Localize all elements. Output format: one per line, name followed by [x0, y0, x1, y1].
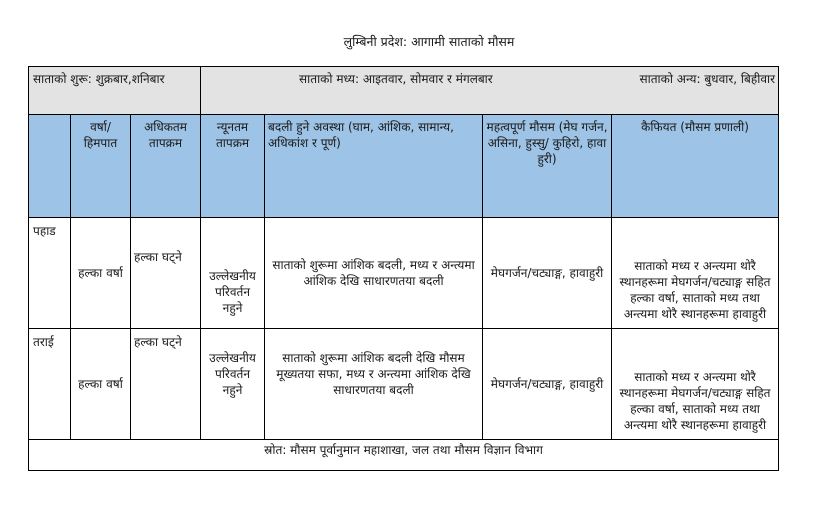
min-temp-cell: उल्लेखनीय परिवर्तन नहुने	[201, 329, 265, 440]
min-temp-cell: उल्लेखनीय परिवर्तन नहुने	[201, 218, 265, 329]
week-middle-end-cell	[201, 67, 779, 115]
remarks-cell: साताको मध्य र अन्त्यमा थोरै स्थानहरूमा मेघगर्जन/चट्याङ्ग सहित हल्का वर्षा, साताको मध्य तथा अन्त्यमा थोरै स्थानहरूमा हावाहुरी	[612, 329, 779, 440]
header-significant-weather: महत्वपूर्ण मौसम (मेघ गर्जन, असिना, हुस्सु/ कुहिरो, हावा हुरी)	[483, 115, 612, 218]
column-header-row	[29, 115, 779, 218]
week-middle-label: साताको मध्य: आइतवार, सोमवार र मंगलबार	[299, 72, 493, 86]
source-row	[29, 440, 779, 471]
table-row	[29, 218, 779, 329]
header-remarks: कैफियत (मौसम प्रणाली)	[612, 115, 779, 218]
sky-cell: साताको शुरूमा आंशिक बदली, मध्य र अन्त्यमा आंशिक देखि साधारणतया बदली	[265, 218, 483, 329]
header-region	[29, 115, 71, 218]
table-row	[29, 329, 779, 440]
significant-weather-cell: मेघगर्जन/चट्याङ्ग, हावाहुरी	[483, 329, 612, 440]
header-rain: वर्षा/ हिमपात	[71, 115, 131, 218]
max-temp-cell: हल्का घट्ने	[131, 329, 201, 440]
significant-weather-cell: मेघगर्जन/चट्याङ्ग, हावाहुरी	[483, 218, 612, 329]
sky-cell: साताको शुरूमा आंशिक बदली देखि मौसम मूख्यतया सफा, मध्य र अन्त्यमा आंशिक देखि साधारणतया बदली	[265, 329, 483, 440]
page-title: लुम्बिनी प्रदेश: आगामी साताको मौसम	[343, 34, 515, 49]
remarks-cell: साताको मध्य र अन्त्यमा थोरै स्थानहरूमा मेघगर्जन/चट्याङ्ग सहित हल्का वर्षा, साताको मध्य तथा अन्त्यमा थोरै स्थानहरूमा हावाहुरी	[612, 218, 779, 329]
rain-cell: हल्का वर्षा	[71, 218, 131, 329]
region-cell: तराई	[29, 329, 71, 440]
max-temp-cell: हल्का घट्ने	[131, 218, 201, 329]
weather-forecast-table	[28, 66, 779, 471]
header-min-temp: न्यूनतम तापक्रम	[201, 115, 265, 218]
week-end-label: साताको अन्य: बुधवार, बिहीवार	[639, 72, 776, 86]
header-sky-condition: बदली हुने अवस्था (घाम, आंशिक, सामान्य, अधिकांश र पूर्ण)	[265, 115, 483, 218]
region-cell: पहाड	[29, 218, 71, 329]
header-max-temp: अधिकतम तापक्रम	[131, 115, 201, 218]
week-start-cell: साताको शुरू: शुक्रबार,शनिबार	[29, 67, 201, 115]
source-note: स्रोत: मौसम पूर्वानुमान महाशाखा, जल तथा मौसम विज्ञान विभाग	[29, 440, 779, 471]
week-period-band	[29, 67, 779, 115]
rain-cell: हल्का वर्षा	[71, 329, 131, 440]
